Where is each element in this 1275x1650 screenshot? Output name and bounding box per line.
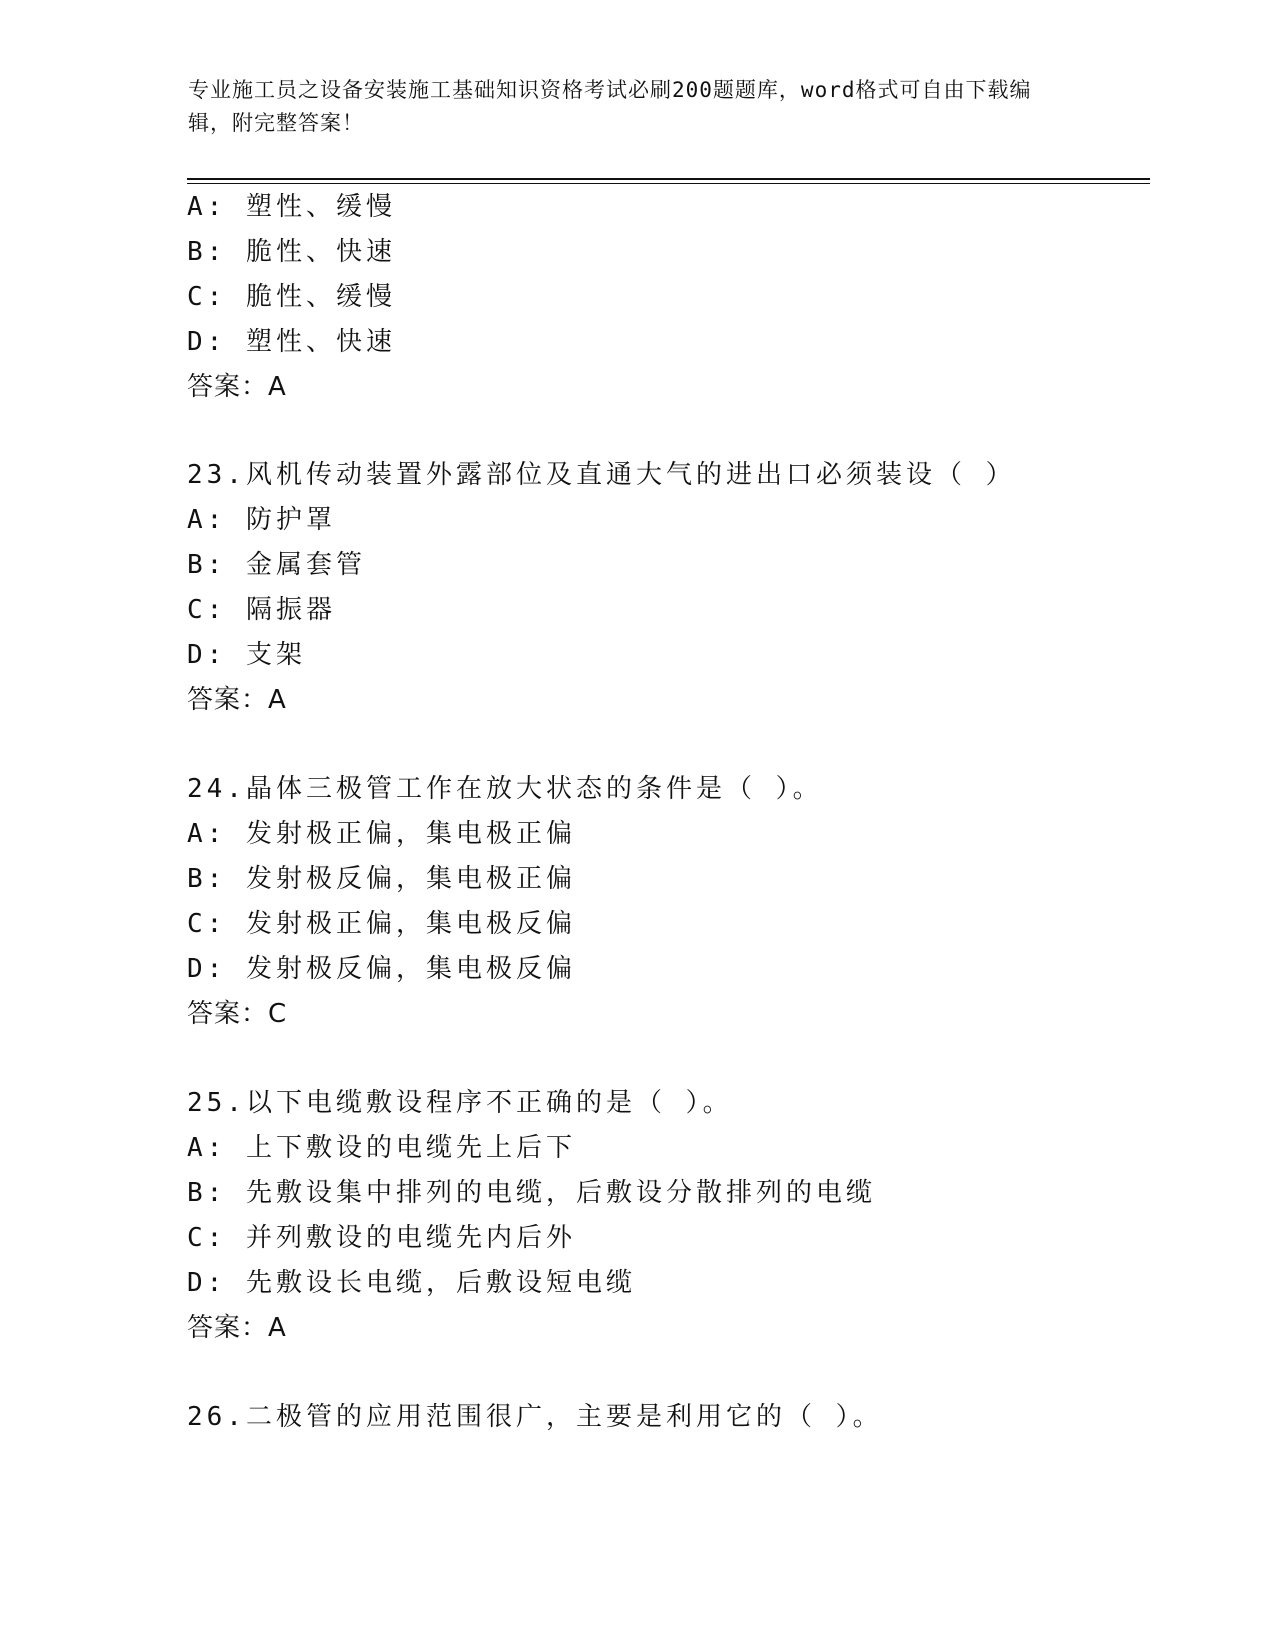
option-a: A: 塑性、缓慢 [187, 192, 396, 222]
option-d: D: 支架 [187, 640, 306, 670]
option-d: D: 发射极反偏，集电极反偏 [187, 954, 576, 984]
option-a: A: 防护罩 [187, 505, 336, 535]
option-a: A: 上下敷设的电缆先上后下 [187, 1133, 576, 1163]
option-b: B: 脆性、快速 [187, 237, 396, 267]
option-c: C: 脆性、缓慢 [187, 282, 396, 312]
answer-line: 答案：A [187, 685, 287, 715]
question-text: 26.二极管的应用范围很广，主要是利用它的（ ）。 [187, 1402, 883, 1432]
option-d: D: 先敷设长电缆，后敷设短电缆 [187, 1268, 636, 1298]
option-c: C: 隔振器 [187, 595, 336, 625]
document-header: 专业施工员之设备安装施工基础知识资格考试必刷200题题库，word格式可自由下载编辑，附完整答案！ [188, 78, 1032, 135]
question-text: 23.风机传动装置外露部位及直通大气的进出口必须装设（ ） [187, 460, 1016, 490]
option-c: C: 并列敷设的电缆先内后外 [187, 1223, 576, 1253]
question-text: 25.以下电缆敷设程序不正确的是（ ）。 [187, 1088, 733, 1118]
option-b: B: 发射极反偏，集电极正偏 [187, 864, 576, 894]
option-d: D: 塑性、快速 [187, 327, 396, 357]
answer-line: 答案：A [187, 372, 287, 402]
answer-line: 答案：C [187, 999, 288, 1029]
option-c: C: 发射极正偏，集电极反偏 [187, 909, 576, 939]
question-text: 24.晶体三极管工作在放大状态的条件是（ ）。 [187, 774, 823, 804]
option-b: B: 先敷设集中排列的电缆，后敷设分散排列的电缆 [187, 1178, 876, 1208]
header-divider-thin [187, 183, 1150, 184]
option-a: A: 发射极正偏，集电极正偏 [187, 819, 576, 849]
answer-line: 答案：A [187, 1313, 287, 1343]
option-b: B: 金属套管 [187, 550, 366, 580]
header-divider [187, 178, 1150, 180]
